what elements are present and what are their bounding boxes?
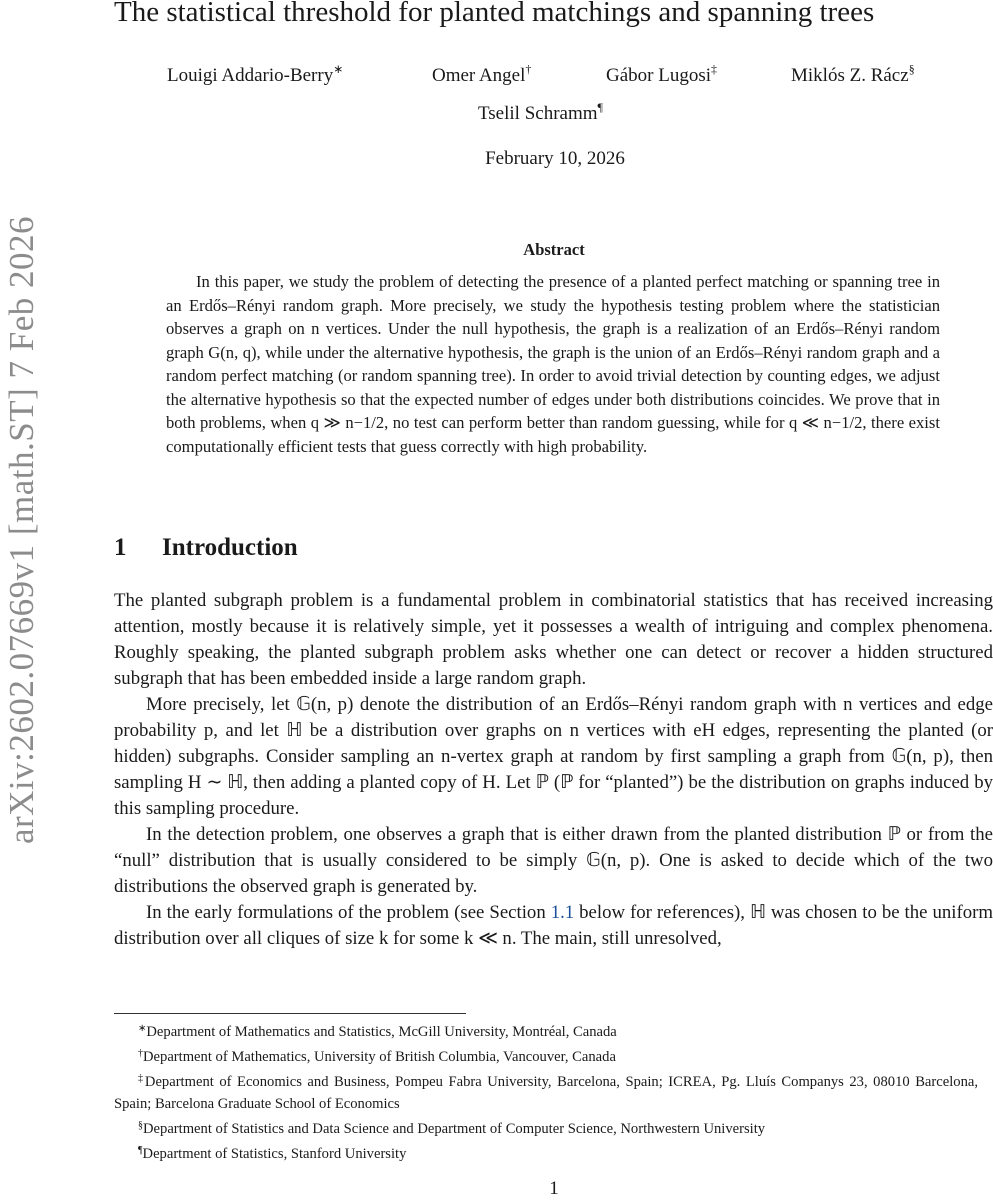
page-number: 1 — [549, 1178, 559, 1199]
footnote-divider — [114, 1013, 466, 1014]
author-angel: Omer Angel† — [432, 62, 532, 86]
author-schramm: Tselil Schramm¶ — [478, 100, 603, 124]
arxiv-sidebar-stamp — [0, 185, 44, 875]
footnotes — [114, 1018, 978, 1165]
footnote-3: ‡Department of Economics and Business, Pompeu Fabra University, Barcelona, Spain; ICREA, Pg. Lluís Companys 23, 08010 Barcelona, Spain; Barcelona Graduate School of Economics — [114, 1073, 978, 1112]
footnote-1: ∗Department of Mathematics and Statistics, McGill University, Montréal, Canada — [138, 1023, 617, 1040]
paragraph-1: The planted subgraph problem is a fundamental problem in combinatorial statistics that has received increasing attention, mostly because it is relatively simple, yet it possesses a wealth of intriguing and complex phenomena. Roughly speaking, the planted subgraph problem asks whether one can detect or recover a hidden structured subgraph that has been embedded inside a large random graph. — [114, 590, 993, 689]
author-racz: Miklós Z. Rácz§ — [791, 62, 915, 86]
paragraph-2: More precisely, let 𝔾(n, p) denote the distribution of an Erdős–Rényi random graph with n vertices and edge probability p, and let ℍ be a distribution over graphs on n vertices with eH edges, representing the planted (or hidden) subgraphs. Consider sampling an n-vertex graph at random by first sampling a graph from 𝔾(n, p), then sampling H ∼ ℍ, then adding a planted copy of H. Let ℙ (ℙ for “planted”) be the distribution on graphs induced by this sampling procedure. — [114, 694, 993, 819]
author-lugosi: Gábor Lugosi‡ — [606, 62, 718, 86]
paper-title: The statistical threshold for planted matchings and spanning trees — [114, 0, 875, 28]
abstract-heading: Abstract — [523, 240, 585, 259]
section-heading-introduction — [114, 534, 298, 562]
arxiv-identifier: arXiv:2602.07669v1 [math.ST] 7 Feb 2026 — [2, 215, 41, 845]
introduction-body — [114, 588, 993, 952]
footnote-5: ¶Department of Statistics, Stanford University — [138, 1145, 407, 1162]
paragraph-4-text: In the early formulations of the problem (see Section 1.1 below for references), ℍ was chosen to be the uniform distribution over all cliques of size k for some k ≪ n. The main, still unresolved, — [114, 902, 993, 949]
paragraph-4 — [114, 900, 993, 952]
section-title: Introduction — [162, 534, 298, 561]
abstract-text: In this paper, we study the problem of detecting the presence of a planted perfect matching or spanning tree in an Erdős–Rényi random graph. More precisely, we study the hypothesis testing problem where the statistician observes a graph on n vertices. Under the null hypothesis, the graph is a realization of an Erdős–Rényi random graph G(n, q), while under the alternative hypothesis, the graph is the union of an Erdős–Rényi random graph and a random perfect matching (or random spanning tree). In order to avoid trivial detection by counting edges, we adjust the alternative hypothesis so that the expected number of edges under both distributions coincides. We prove that in both problems, when q ≫ n−1/2, no test can perform better than random guessing, while for q ≪ n−1/2, there exist computationally efficient tests that guess correctly with high probability. — [166, 272, 940, 456]
section-number: 1 — [114, 534, 127, 561]
footnote-4: §Department of Statistics and Data Science and Department of Computer Science, Northwestern University — [138, 1120, 766, 1137]
section-reference-link[interactable]: 1.1 — [550, 902, 575, 923]
paper-date: February 10, 2026 — [485, 148, 625, 169]
author-addario-berry: Louigi Addario-Berry∗ — [167, 62, 344, 86]
paragraph-3: In the detection problem, one observes a graph that is either drawn from the planted distribution ℙ or from the “null” distribution that is usually considered to be simply 𝔾(n, p). One is asked to decide which of the two distributions the observed graph is generated by. — [114, 824, 993, 897]
footnote-2: †Department of Mathematics, University of British Columbia, Vancouver, Canada — [138, 1048, 616, 1065]
